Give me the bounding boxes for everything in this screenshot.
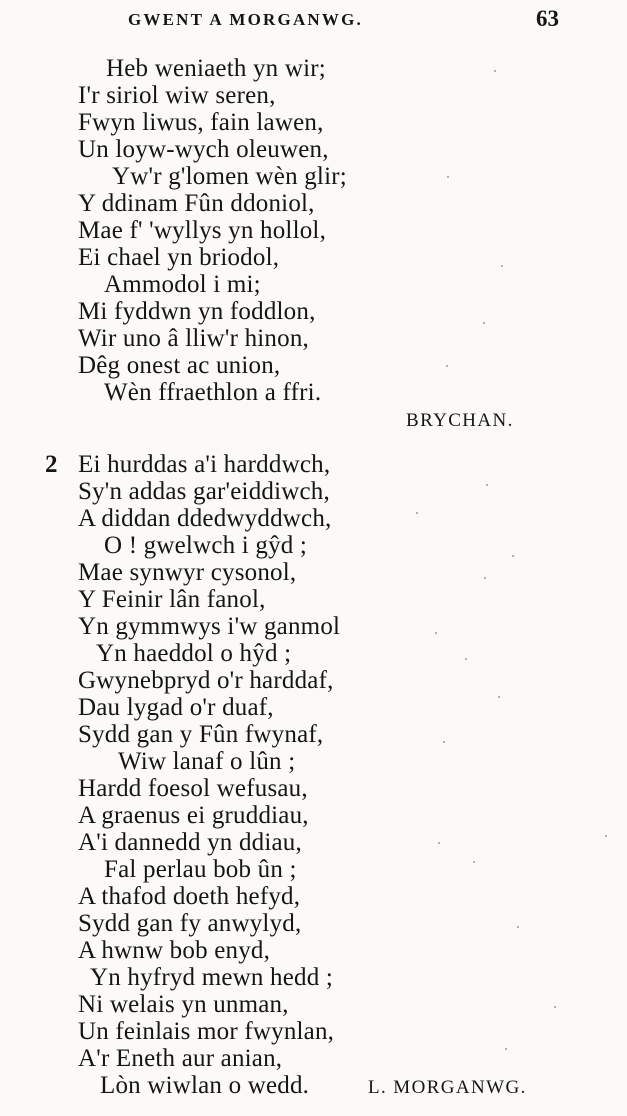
paper-speck	[435, 632, 437, 634]
paper-speck	[473, 861, 475, 863]
poem-line: Yw'r g'lomen wèn glir;	[112, 163, 347, 190]
poem-line: Ammodol i mi;	[104, 271, 261, 298]
paper-speck	[554, 1006, 556, 1008]
poem-line: Un loyw-wych oleuwen,	[78, 136, 329, 163]
poem-line: Mae synwyr cysonol,	[78, 559, 297, 586]
poem-line: Yn hyfryd mewn hedd ;	[90, 964, 334, 991]
poem-line: Sydd gan fy anwylyd,	[78, 910, 302, 937]
paper-speck	[443, 741, 445, 743]
paper-speck	[494, 70, 496, 72]
poem-line: Heb weniaeth yn wir;	[106, 55, 326, 82]
poem-line: Ni welais yn unman,	[78, 991, 289, 1018]
poem-line: Sydd gan y Fûn fwynaf,	[78, 721, 324, 748]
paper-speck	[465, 658, 467, 660]
poem-line: Y Feinir lân fanol,	[78, 586, 266, 613]
paper-speck	[501, 265, 503, 267]
poem-line: Ei chael yn briodol,	[78, 244, 280, 271]
paper-speck	[483, 322, 485, 324]
paper-speck	[498, 696, 500, 698]
poem-line: Mae f' 'wyllys yn hollol,	[78, 217, 327, 244]
poem-line: Fal perlau bob ûn ;	[104, 856, 297, 883]
poem-line: A thafod doeth hefyd,	[78, 883, 301, 910]
paper-speck	[484, 577, 486, 579]
paper-speck	[416, 512, 418, 514]
paper-speck	[446, 365, 448, 367]
paper-speck	[605, 835, 607, 837]
poem-line: O ! gwelwch i gŷd ;	[104, 532, 308, 559]
paper-speck	[505, 1048, 507, 1050]
page-number: 63	[536, 6, 559, 31]
running-head: GWENT A MORGANWG.	[128, 10, 363, 29]
poem-line: Un feinlais mor fwynlan,	[78, 1018, 335, 1045]
paper-speck	[447, 176, 449, 178]
poem-line: Lòn wiwlan o wedd.	[100, 1072, 310, 1099]
poem-line: Sy'n addas gar'eiddiwch,	[78, 478, 330, 505]
paper-speck	[486, 484, 488, 486]
poem-line: Wiw lanaf o lûn ;	[118, 748, 296, 775]
poem-line: A graenus ei gruddiau,	[78, 802, 309, 829]
poem-line: A'i dannedd yn ddiau,	[78, 829, 302, 856]
paper-speck	[512, 555, 514, 557]
poem-line: Fwyn liwus, fain lawen,	[78, 109, 324, 136]
poem-line: Dêg onest ac union,	[78, 352, 281, 379]
poem-line: Mi fyddwn yn foddlon,	[78, 298, 316, 325]
poem-line: I'r siriol wiw seren,	[78, 82, 276, 109]
poem-line: Yn gymmwys i'w ganmol	[78, 613, 341, 640]
author-attribution: L. MORGANWG.	[368, 1077, 527, 1098]
poem-line: Ei hurddas a'i harddwch,	[78, 451, 331, 478]
paper-speck	[438, 842, 440, 844]
poem-line: Dau lygad o'r duaf,	[78, 694, 274, 721]
paper-speck	[517, 926, 519, 928]
poem-line: A hwnw bob enyd,	[78, 937, 271, 964]
poem-line: Wèn ffraethlon a ffri.	[104, 379, 322, 406]
poem-line: Y ddinam Fûn ddoniol,	[78, 190, 315, 217]
poem-line: A diddan ddedwyddwch,	[78, 505, 332, 532]
poem-line: Wir uno â lliw'r hinon,	[78, 325, 309, 352]
author-attribution: BRYCHAN.	[406, 410, 514, 431]
poem-line: Gwynebpryd o'r harddaf,	[78, 667, 334, 694]
poem-line: A'r Eneth aur anian,	[78, 1045, 283, 1072]
stanza-number: 2	[45, 451, 58, 478]
poem-line: Hardd foesol wefusau,	[78, 775, 308, 802]
poem-line: Yn haeddol o hŷd ;	[96, 640, 292, 667]
